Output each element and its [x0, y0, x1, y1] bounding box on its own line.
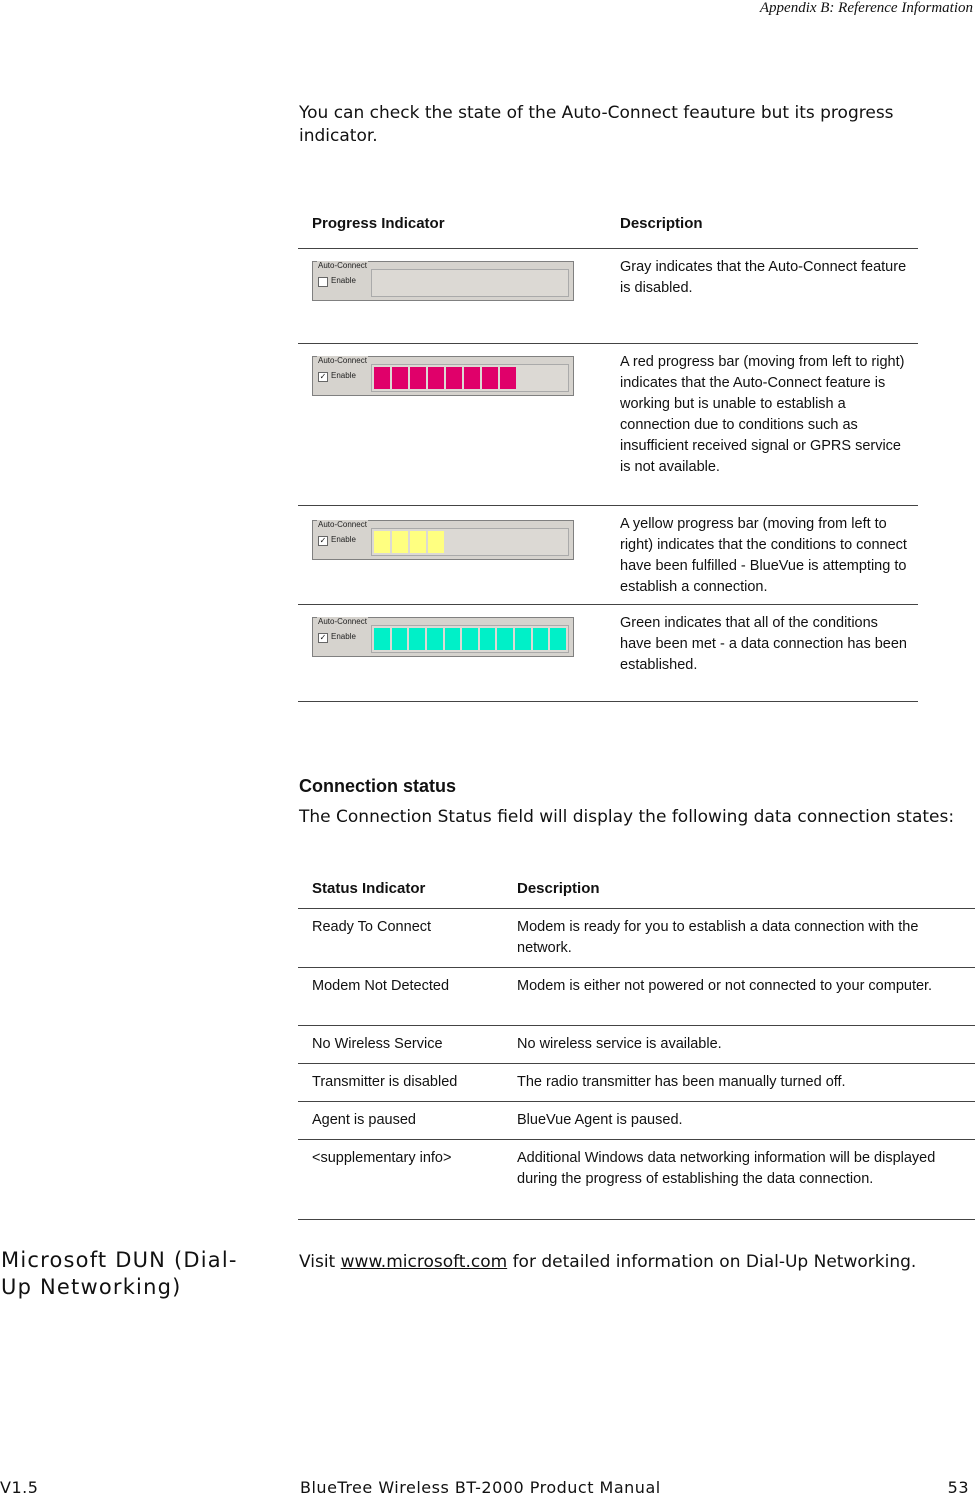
progress-description: Green indicates that all of the conditions have been met - a data connection has been established. [620, 615, 907, 673]
progress-segment [428, 367, 444, 389]
auto-connect-widget-gray [312, 261, 574, 301]
col-description: Description [620, 215, 703, 232]
progress-segment [409, 628, 425, 650]
auto-connect-legend: Auto-Connect [318, 261, 367, 270]
progress-indicator-table [298, 210, 918, 702]
progress-segment [374, 628, 390, 650]
progress-segment [410, 367, 426, 389]
col-description: Description [517, 880, 600, 897]
table-row [298, 1102, 975, 1140]
progress-segment [533, 628, 549, 650]
status-description: No wireless service is available. [517, 1036, 722, 1052]
progress-segment [482, 367, 498, 389]
enable-checkbox-icon: ✓ [319, 633, 327, 642]
dun-paragraph [299, 1251, 959, 1274]
progress-segment [497, 628, 513, 650]
auto-connect-widget-green [312, 617, 574, 657]
status-description: BlueVue Agent is paused. [517, 1112, 683, 1128]
progress-segment [480, 628, 496, 650]
progress-segment [392, 367, 408, 389]
status-indicator: No Wireless Service [312, 1036, 443, 1052]
status-description: Modem is either not powered or not connected to your computer. [517, 978, 933, 994]
progress-row-yellow [298, 506, 918, 605]
col-progress-indicator: Progress Indicator [312, 215, 445, 232]
progress-description: A yellow progress bar (moving from left to right) indicates that the conditions to connect have been fulfilled - BlueVue is attempting to establish a connection. [620, 516, 907, 595]
footer-page-number: 53 [947, 1478, 969, 1497]
progress-segment [374, 531, 390, 553]
status-indicator: Agent is paused [312, 1112, 416, 1128]
progress-segment [446, 367, 462, 389]
enable-checkbox-icon [318, 277, 328, 287]
progress-segment [550, 628, 566, 650]
footer-version: V1.5 [0, 1478, 39, 1497]
progress-segment [515, 628, 531, 650]
progress-segment [464, 367, 480, 389]
progress-bar [371, 364, 569, 392]
status-description: Modem is ready for you to establish a data connection with the network. [517, 919, 919, 956]
footer-manual-title: BlueTree Wireless BT-2000 Product Manual [300, 1478, 661, 1497]
running-header: Appendix B: Reference Information [759, 0, 973, 16]
auto-connect-widget-yellow [312, 520, 574, 560]
progress-segment [392, 531, 408, 553]
microsoft-link[interactable]: www.microsoft.com [340, 1252, 508, 1272]
status-indicator: Ready To Connect [312, 919, 432, 935]
progress-description: A red progress bar (moving from left to right) indicates that the Auto-Connect feature is working but is unable to establish a connection due to conditions such as insufficient received signal or GPRS service is not available. [620, 354, 905, 475]
connection-status-table [298, 870, 975, 1220]
auto-connect-legend: Auto-Connect [318, 520, 367, 529]
enable-label: Enable [331, 371, 356, 380]
table-row [298, 1064, 975, 1102]
progress-table-header [298, 210, 918, 249]
status-description: Additional Windows data networking information will be displayed during the progress of establishing the data connection. [517, 1150, 936, 1187]
progress-bar [371, 269, 569, 297]
progress-segment [410, 531, 426, 553]
progress-segment [374, 367, 390, 389]
progress-description: Gray indicates that the Auto-Connect feature is disabled. [620, 259, 907, 296]
status-indicator: <supplementary info> [312, 1150, 452, 1166]
progress-bar [371, 528, 569, 556]
progress-segment [445, 628, 461, 650]
enable-label: Enable [331, 632, 356, 641]
progress-segment [462, 628, 478, 650]
progress-row-red [298, 344, 918, 506]
enable-checkbox-icon: ✓ [319, 536, 327, 545]
status-table-header [298, 870, 975, 909]
auto-connect-legend: Auto-Connect [318, 356, 367, 365]
connection-status-intro: The Connection Status field will display the following data connection states: [299, 807, 955, 827]
table-row [298, 968, 975, 1026]
status-indicator: Transmitter is disabled [312, 1074, 458, 1090]
table-row [298, 1026, 975, 1064]
enable-checkbox-icon: ✓ [319, 372, 327, 381]
table-row [298, 909, 975, 968]
dun-text-before: Visit [299, 1252, 341, 1272]
progress-bar [371, 625, 569, 653]
status-indicator: Modem Not Detected [312, 978, 450, 994]
enable-label: Enable [331, 535, 356, 544]
intro-paragraph: You can check the state of the Auto-Connect feauture but its progress indicator. [299, 103, 894, 146]
table-row [298, 1140, 975, 1220]
microsoft-dun-heading: Microsoft DUN (Dial-Up Networking) [1, 1248, 238, 1299]
progress-segment [392, 628, 408, 650]
progress-row-green [298, 605, 918, 702]
progress-segment [500, 367, 516, 389]
auto-connect-widget-red [312, 356, 574, 396]
connection-status-heading: Connection status [299, 776, 457, 796]
progress-segment [427, 628, 443, 650]
progress-row-gray [298, 249, 918, 344]
progress-segment [428, 531, 444, 553]
status-description: The radio transmitter has been manually turned off. [517, 1074, 846, 1090]
dun-text-after: for detailed information on Dial-Up Networking. [507, 1252, 917, 1272]
enable-label: Enable [331, 276, 356, 285]
auto-connect-legend: Auto-Connect [318, 617, 367, 626]
col-status-indicator: Status Indicator [312, 880, 426, 897]
